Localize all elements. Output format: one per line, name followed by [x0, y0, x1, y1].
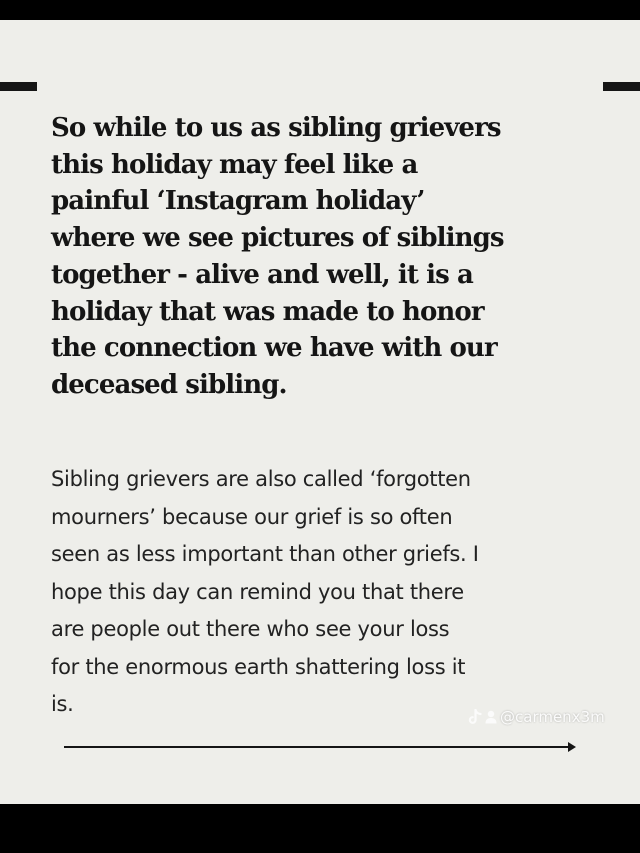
user-icon	[485, 710, 497, 724]
arrow-divider	[64, 746, 570, 748]
watermark	[468, 706, 605, 728]
headline: So while to us as sibling grievers this holiday may feel like a painful ‘Instagram holiday’ where we see pictures of siblings together - alive and well, it is a holiday that was made to honor the connection we have with our deceased sibling.	[51, 113, 504, 400]
arrow-head-icon	[568, 742, 576, 752]
body-text: Sibling grievers are also called ‘forgotten mourners’ because our grief is so often seen as less important than other griefs. I hope this day can remind you that there are people out there who see your loss for the enormous earth shattering loss it is.	[51, 467, 479, 716]
watermark-handle: @carmenx3m	[500, 708, 605, 726]
left-accent-bar	[0, 82, 37, 91]
tiktok-logo-icon	[468, 709, 482, 725]
right-accent-bar	[603, 82, 640, 91]
